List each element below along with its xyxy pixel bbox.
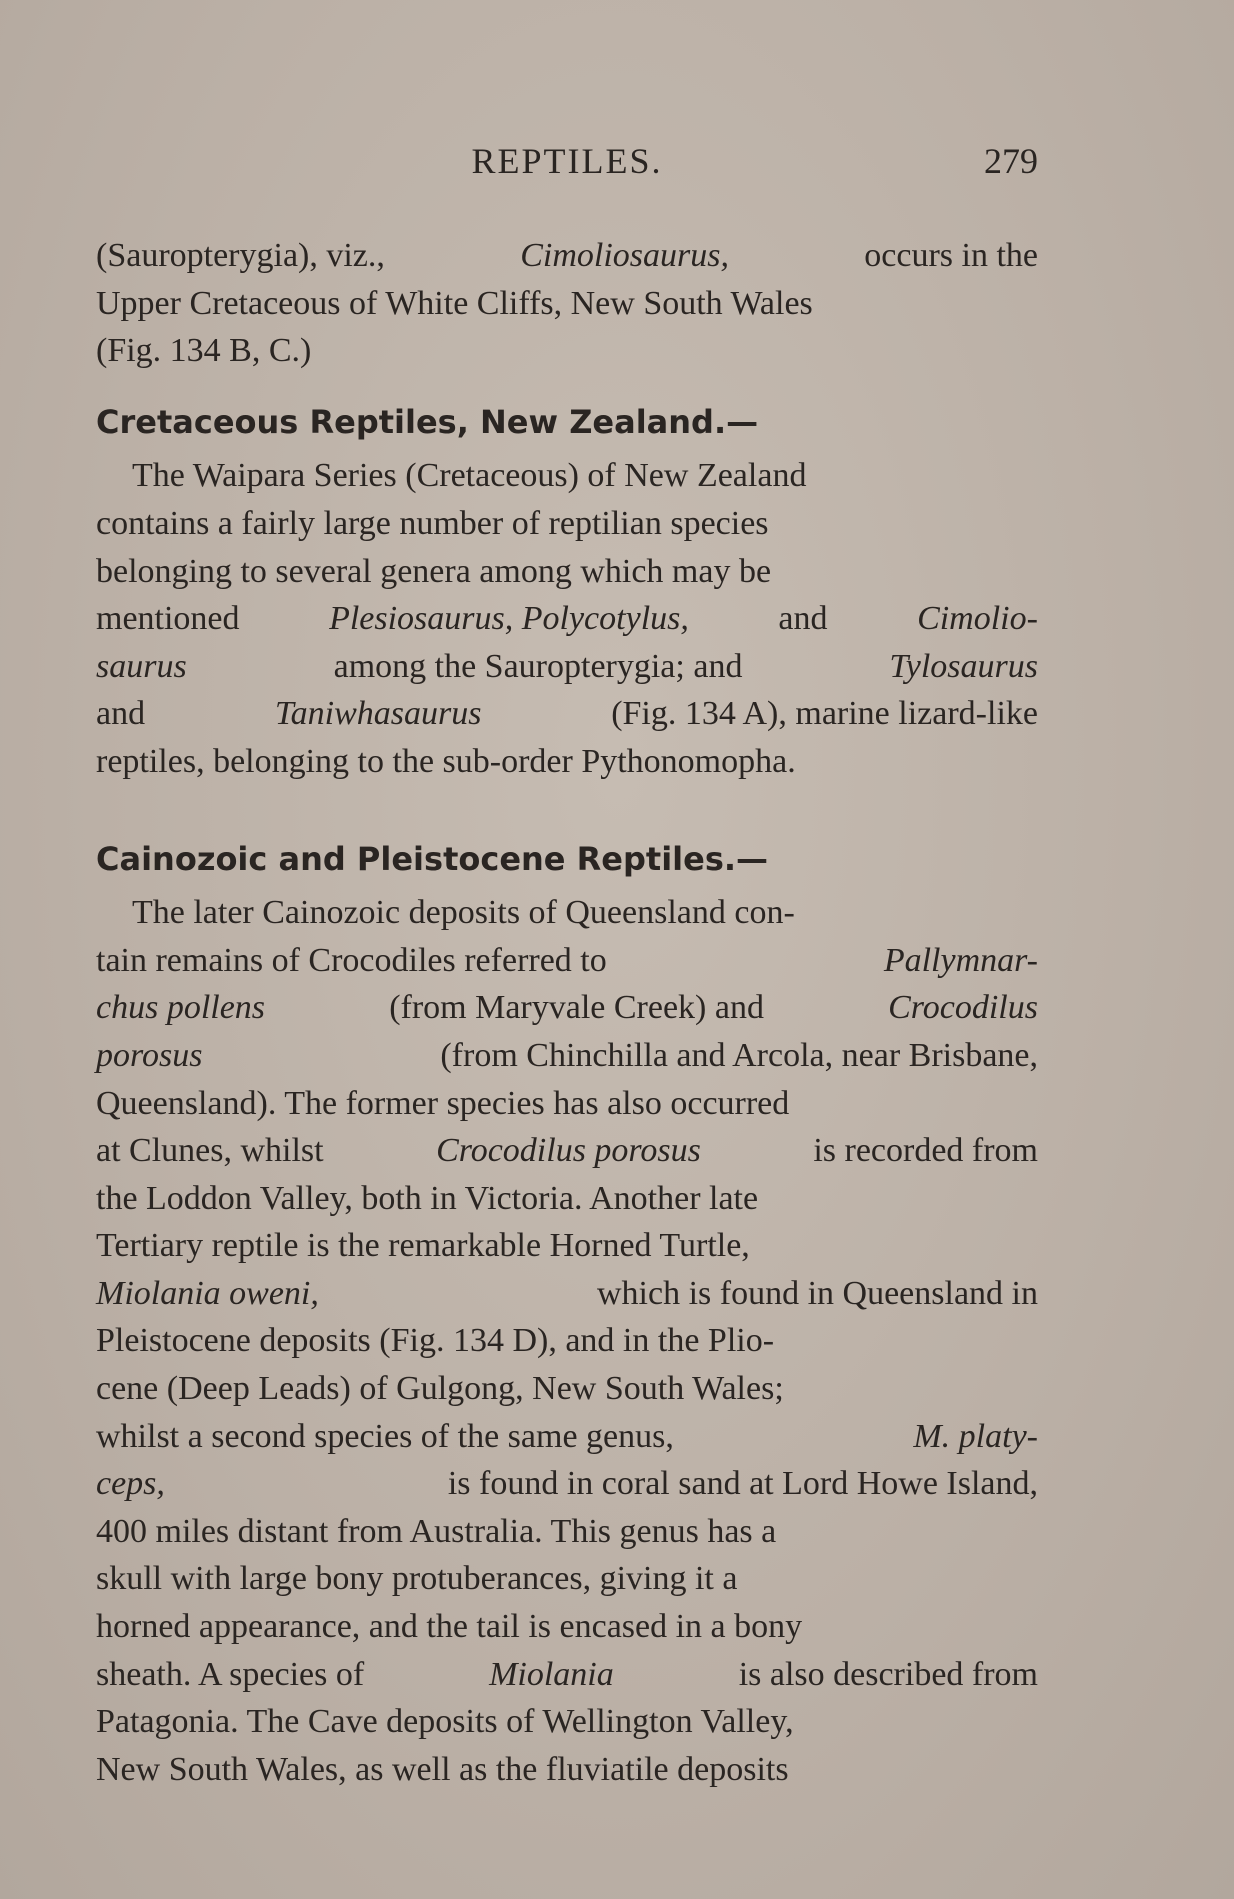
species-name: Crocodilus porosus xyxy=(436,1132,701,1170)
text-line xyxy=(96,643,1038,691)
species-name: Miolania oweni, xyxy=(96,1274,319,1312)
text-span: The later Cainozoic deposits of Queensland con- xyxy=(132,894,795,932)
text-span: (Sauropterygia), viz., xyxy=(96,237,385,274)
text-span: Queensland). The former species has also occurred xyxy=(96,1084,790,1122)
text-span: is also described from xyxy=(738,1655,1038,1693)
species-name: M. platy- xyxy=(913,1417,1038,1455)
text-span: Pleistocene deposits (Fig. 134 D), and in the Plio- xyxy=(96,1322,775,1360)
text-span: tain remains of Crocodiles referred to xyxy=(96,941,607,979)
text-line xyxy=(96,738,1038,786)
species-name: porosus xyxy=(96,1036,203,1074)
page-body xyxy=(96,232,1038,1793)
text-line xyxy=(96,548,1038,596)
text-span: reptiles, belonging to the sub-order Pythonomopha. xyxy=(96,742,796,780)
genus-name: Cimoliosaurus, xyxy=(520,237,729,274)
text-line xyxy=(96,327,1038,375)
text-span: sheath. A species of xyxy=(96,1655,365,1693)
text-span: at Clunes, whilst xyxy=(96,1132,324,1170)
text-span: Tertiary reptile is the remarkable Horned Turtle, xyxy=(96,1227,750,1265)
genus-name: Miolania xyxy=(489,1655,614,1693)
text-span: 400 miles distant from Australia. This genus has a xyxy=(96,1512,777,1550)
text-line xyxy=(96,1127,1038,1175)
text-span: is recorded from xyxy=(813,1132,1038,1170)
text-span: horned appearance, and the tail is encased in a bony xyxy=(96,1608,803,1646)
text-line xyxy=(96,280,1038,328)
text-span: (from Maryvale Creek) and xyxy=(389,989,764,1027)
text-span: The Waipara Series (Cretaceous) of New Zealand xyxy=(132,457,807,495)
text-line xyxy=(96,1365,1038,1413)
text-span: belonging to several genera among which may be xyxy=(96,552,772,590)
text-span: is found in coral sand at Lord Howe Island, xyxy=(447,1465,1038,1503)
running-title: REPTILES. xyxy=(471,141,663,181)
text-line xyxy=(96,595,1038,643)
text-line xyxy=(96,1175,1038,1223)
species-name: chus pollens xyxy=(96,989,266,1027)
text-span: and xyxy=(96,695,146,733)
text-line xyxy=(96,1508,1038,1556)
genus-name: Cimolio- xyxy=(917,600,1038,638)
species-name: Pallymnar- xyxy=(883,941,1038,979)
running-head xyxy=(96,140,1038,190)
text-line xyxy=(96,452,1038,500)
text-line xyxy=(96,1270,1038,1318)
text-span: occurs in the xyxy=(864,237,1038,274)
text-span: cene (Deep Leads) of Gulgong, New South Wales; xyxy=(96,1370,784,1408)
text-line xyxy=(96,500,1038,548)
species-name: Crocodilus xyxy=(888,989,1038,1027)
genus-name: Tylosaurus xyxy=(889,647,1038,685)
text-span: among the Sauropterygia; and xyxy=(333,647,743,685)
text-line xyxy=(96,1746,1038,1794)
text-line xyxy=(96,1460,1038,1508)
text-span: New South Wales, as well as the fluviatile deposits xyxy=(96,1750,789,1788)
text-span: (Fig. 134 A), marine lizard-like xyxy=(611,695,1038,733)
text-span: (from Chinchilla and Arcola, near Brisbane, xyxy=(440,1036,1038,1074)
text-line xyxy=(96,232,1038,280)
text-line xyxy=(96,937,1038,985)
text-span: which is found in Queensland in xyxy=(597,1274,1038,1312)
text-line xyxy=(96,1555,1038,1603)
text-span: and xyxy=(778,600,828,638)
text-line xyxy=(96,1080,1038,1128)
text-span: Patagonia. The Cave deposits of Wellington Valley, xyxy=(96,1703,794,1741)
text-line xyxy=(96,1603,1038,1651)
text-line xyxy=(96,984,1038,1032)
text-span: Upper Cretaceous of White Cliffs, New South Wales xyxy=(96,284,813,322)
species-name: ceps, xyxy=(96,1465,165,1503)
text-line xyxy=(96,889,1038,937)
text-line xyxy=(96,690,1038,738)
genus-name: Taniwhasaurus xyxy=(274,695,482,733)
genus-name: Plesiosaurus, Polycotylus, xyxy=(329,600,689,638)
section-heading: Cainozoic and Pleistocene Reptiles.— xyxy=(96,839,769,878)
text-line xyxy=(96,1651,1038,1699)
text-span: (Fig. 134 B, C.) xyxy=(96,332,312,370)
page-number: 279 xyxy=(984,141,1038,181)
text-line xyxy=(96,1222,1038,1270)
text-span: contains a fairly large number of reptilian species xyxy=(96,504,769,542)
text-line xyxy=(96,1413,1038,1461)
text-line xyxy=(96,1698,1038,1746)
text-span: skull with large bony protuberances, giving it a xyxy=(96,1560,738,1598)
text-line xyxy=(96,1032,1038,1080)
section-heading: Cretaceous Reptiles, New Zealand.— xyxy=(96,402,759,441)
genus-name: saurus xyxy=(96,647,187,685)
text-span: whilst a second species of the same genus, xyxy=(96,1417,674,1455)
text-line xyxy=(96,1317,1038,1365)
text-span: the Loddon Valley, both in Victoria. Another late xyxy=(96,1179,759,1217)
text-span: mentioned xyxy=(96,600,240,638)
